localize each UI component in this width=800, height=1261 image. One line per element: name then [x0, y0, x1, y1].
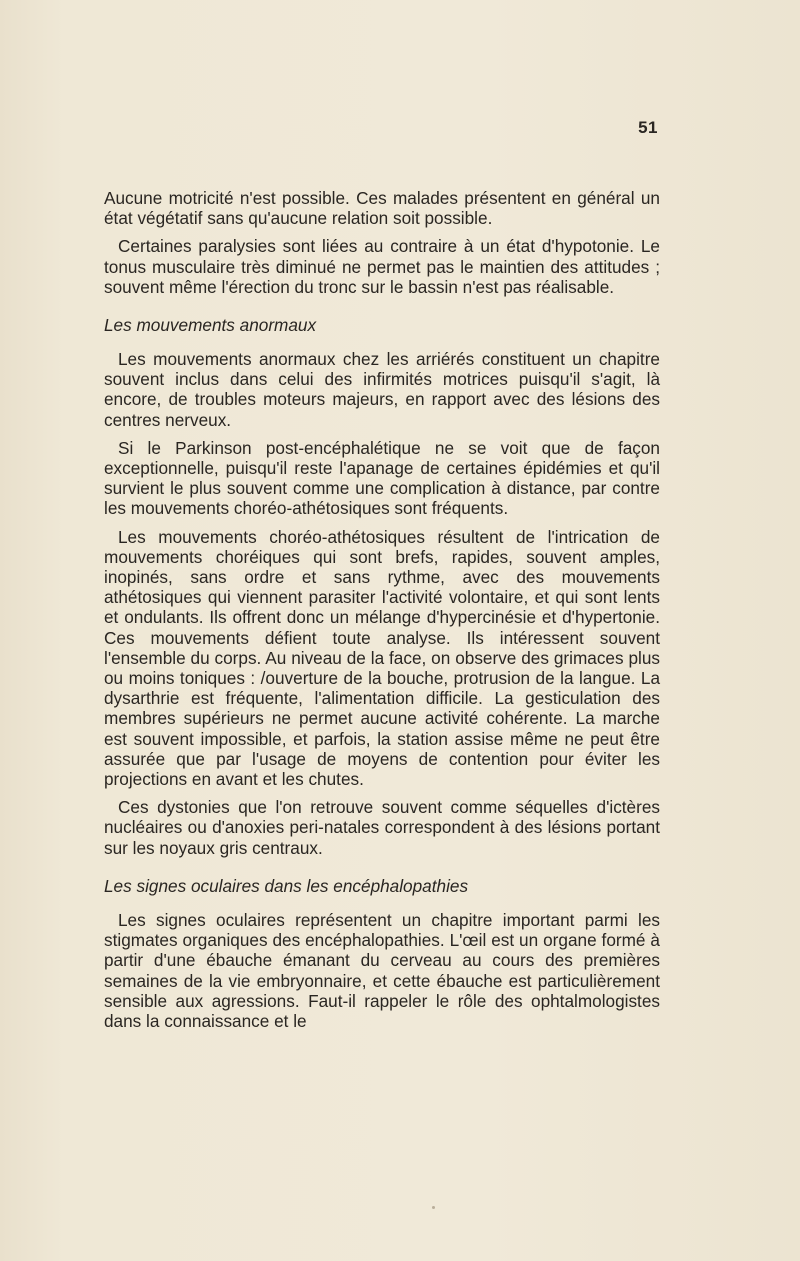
paragraph-1: Aucune motricité n'est possible. Ces malades présentent en général un état végétatif sans qu'aucune relation soit possible.	[104, 188, 660, 229]
section-heading-signes-oculaires: Les signes oculaires dans les encéphalopathies	[104, 875, 469, 896]
paragraph-7: Les signes oculaires représentent un chapitre important parmi les stigmates organiques des encéphalopathies. L'œil est un organe formé à partir d'une ébauche émanant du cerveau au cours des premières semaines de la vie embryonnaire, et cette ébauche est particulièrement sensible aux agressions. Faut-il rappeler le rôle des ophtalmologistes dans la connaissance et le	[104, 909, 660, 1031]
section-heading-mouvements-anormaux: Les mouvements anormaux	[104, 315, 317, 336]
page-number: 51	[638, 118, 658, 137]
paper-speck	[432, 1206, 435, 1209]
paragraph-2: Certaines paralysies sont liées au contraire à un état d'hypotonie. Le tonus musculaire très diminué ne permet pas le maintien des attitudes ; souvent même l'érection du tronc sur le bassin n'est pas réalisable.	[104, 236, 660, 297]
paragraph-5: Les mouvements choréo-athétosiques résultent de l'intrication de mouvements choréiques qui sont brefs, rapides, souvent amples, inopinés, sans ordre et sans rythme, avec des mouvements athétosiques qui viennent parasiter l'activité volontaire, et qui sont lents et ondulants. Ils offrent donc un mélange d'hypercinésie et d'hypertonie. Ces mouvements défient toute analyse. Ils intéressent souvent l'ensemble du corps. Au niveau de la face, on observe des grimaces plus ou moins toniques : /ouverture de la bouche, protrusion de la langue. La dysarthrie est fréquente, l'alimentation difficile. La gesticulation des membres supérieurs ne permet aucune activité cohérente. La marche est souvent impossible, et parfois, la station assise même ne peut être assurée que par l'usage de moyens de contention pour éviter les projections en avant et les chutes.	[104, 526, 660, 790]
page-body	[104, 188, 660, 1039]
paragraph-4: Si le Parkinson post-encéphalétique ne se voit que de façon exceptionnelle, puisqu'il reste l'apanage de certaines épidémies et qu'il survient le plus souvent comme une complication à distance, par contre les mouvements choréo-athétosiques sont fréquents.	[104, 437, 660, 519]
paragraph-6: Ces dystonies que l'on retrouve souvent comme séquelles d'ictères nucléaires ou d'anoxies peri-natales correspondent à des lésions portant sur les noyaux gris centraux.	[104, 797, 660, 858]
paragraph-3: Les mouvements anormaux chez les arriérés constituent un chapitre souvent inclus dans celui des infirmités motrices puisqu'il s'agit, là encore, de troubles moteurs majeurs, en rapport avec des lésions des centres nerveux.	[104, 349, 660, 430]
